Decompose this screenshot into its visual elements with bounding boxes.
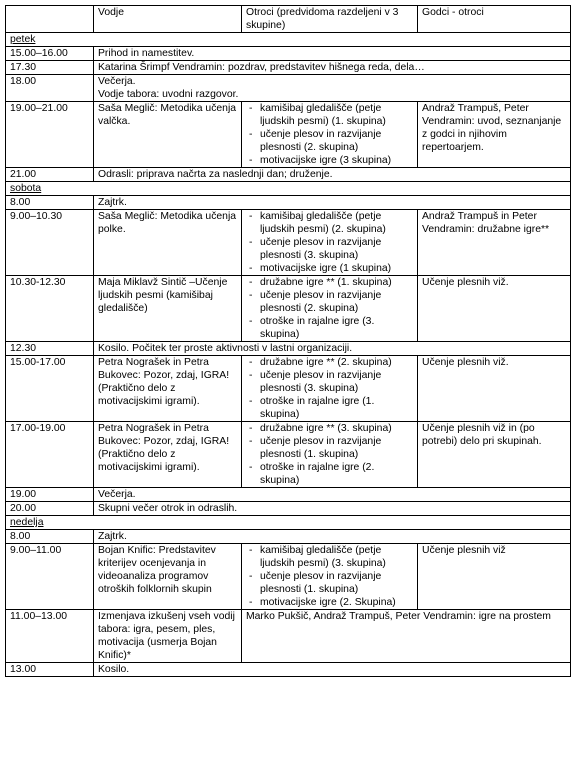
leader-cell: Saša Meglič: Metodika učenja polke.	[94, 210, 242, 276]
time-cell: 21.00	[6, 168, 94, 182]
activity-item: - družabne igre ** (3. skupina)	[246, 422, 413, 435]
time-cell: 8.00	[6, 196, 94, 210]
day-row	[6, 33, 571, 47]
time-cell: 19.00–21.00	[6, 102, 94, 168]
schedule-row	[6, 342, 571, 356]
schedule-row	[6, 663, 571, 677]
event-text: Kosilo. Počitek ter proste aktivnosti v lastni organizaciji.	[98, 343, 353, 354]
time-cell: 17.30	[6, 61, 94, 75]
musicians-cell: Učenje plesnih viž in (po potrebi) delo pri skupinah.	[418, 422, 571, 488]
schedule-row	[6, 47, 571, 61]
musicians-cell: Andraž Trampuš, Peter Vendramin: uvod, seznanjanje z godci in njihovim repertoarjem.	[418, 102, 571, 168]
time-cell: 19.00	[6, 488, 94, 502]
event-text: Odrasli: priprava načrta za naslednji dan; druženje.	[98, 169, 333, 180]
time-cell: 18.00	[6, 75, 94, 102]
event-text-secondary: Vodje tabora: uvodni razgovor.	[98, 89, 239, 100]
schedule-row	[6, 196, 571, 210]
schedule-row	[6, 422, 571, 488]
schedule-row	[6, 502, 571, 516]
time-cell: 9.00–11.00	[6, 544, 94, 610]
schedule-row	[6, 210, 571, 276]
activity-item: - motivacijske igre (1 skupina)	[246, 262, 413, 275]
time-cell: 8.00	[6, 530, 94, 544]
activity-item: - otroške in rajalne igre (3. skupina)	[246, 315, 413, 341]
leader-cell: Petra Nograšek in Petra Bukovec: Pozor, zdaj, IGRA! (Praktično delo z motivacijskimi igrami).	[94, 422, 242, 488]
activity-item: - motivacijske igre (2. Skupina)	[246, 596, 413, 609]
schedule-table	[5, 5, 571, 677]
schedule-row	[6, 488, 571, 502]
activity-item: - učenje plesov in razvijanje plesnosti (2. skupina)	[246, 289, 413, 315]
event-cell	[94, 342, 571, 356]
header-otroci: Otroci (predvidoma razdeljeni v 3 skupine)	[242, 6, 418, 33]
schedule-row	[6, 610, 571, 663]
schedule-row	[6, 544, 571, 610]
children-activities-cell	[242, 276, 418, 342]
header-vodje: Vodje	[94, 6, 242, 33]
children-activities-cell	[242, 544, 418, 610]
activity-list	[246, 276, 413, 341]
time-cell: 15.00–16.00	[6, 47, 94, 61]
activity-item: - učenje plesov in razvijanje plesnosti (3. skupina)	[246, 236, 413, 262]
activity-item: - učenje plesov in razvijanje plesnosti (1. skupina)	[246, 435, 413, 461]
event-cell	[94, 502, 571, 516]
time-cell: 17.00-19.00	[6, 422, 94, 488]
children-activities-cell	[242, 422, 418, 488]
activity-list	[246, 210, 413, 275]
event-cell	[94, 663, 571, 677]
schedule-row	[6, 276, 571, 342]
activity-item: - kamišibaj gledališče (petje ljudskih pesmi) (3. skupina)	[246, 544, 413, 570]
time-cell: 13.00	[6, 663, 94, 677]
time-cell: 9.00–10.30	[6, 210, 94, 276]
event-cell	[94, 530, 571, 544]
day-row	[6, 516, 571, 530]
header-time	[6, 6, 94, 33]
event-cell	[94, 168, 571, 182]
event-cell	[94, 75, 571, 102]
event-text: Večerja.	[98, 489, 136, 500]
activity-list	[246, 102, 413, 167]
activity-item: - družabne igre ** (2. skupina)	[246, 356, 413, 369]
musicians-cell: Učenje plesnih viž	[418, 544, 571, 610]
activity-item: - kamišibaj gledališče (petje ljudskih pesmi) (1. skupina)	[246, 102, 413, 128]
children-activities-cell	[242, 210, 418, 276]
activity-item: - kamišibaj gledališče (petje ljudskih pesmi) (2. skupina)	[246, 210, 413, 236]
leader-cell: Saša Meglič: Metodika učenja valčka.	[94, 102, 242, 168]
activity-item: - motivacijske igre (3 skupina)	[246, 154, 413, 167]
event-text: Prihod in namestitev.	[98, 48, 195, 59]
merged-activity-cell: Marko Pukšič, Andraž Trampuš, Peter Vendramin: igre na prostem	[242, 610, 571, 663]
leader-cell: Izmenjava izkušenj vseh vodij tabora: igra, pesem, ples, motivacija (usmerja Bojan Knific)*	[94, 610, 242, 663]
leader-cell: Petra Nograšek in Petra Bukovec: Pozor, zdaj, IGRA! (Praktično delo z motivacijskimi igrami).	[94, 356, 242, 422]
event-cell	[94, 61, 571, 75]
activity-item: - učenje plesov in razvijanje plesnosti (1. skupina)	[246, 570, 413, 596]
day-label: petek	[6, 33, 571, 47]
event-text: Zajtrk.	[98, 531, 127, 542]
time-cell: 10.30-12.30	[6, 276, 94, 342]
activity-item: - otroške in rajalne igre (2. skupina)	[246, 461, 413, 487]
header-godci: Godci - otroci	[418, 6, 571, 33]
musicians-cell: Andraž Trampuš in Peter Vendramin: družabne igre**	[418, 210, 571, 276]
activity-item: - učenje plesov in razvijanje plesnosti (2. skupina)	[246, 128, 413, 154]
activity-item: - družabne igre ** (1. skupina)	[246, 276, 413, 289]
activity-list	[246, 544, 413, 609]
event-cell	[94, 47, 571, 61]
event-text: Katarina Šrimpf Vendramin: pozdrav, predstavitev hišnega reda, dela…	[98, 62, 425, 73]
day-label: nedelja	[6, 516, 571, 530]
time-cell: 15.00-17.00	[6, 356, 94, 422]
event-text: Večerja.	[98, 76, 136, 87]
activity-list	[246, 422, 413, 487]
event-cell	[94, 488, 571, 502]
leader-cell: Bojan Knific: Predstavitev kriterijev ocenjevanja in videoanaliza programov otroških folklornih skupin	[94, 544, 242, 610]
musicians-cell: Učenje plesnih viž.	[418, 276, 571, 342]
schedule-row	[6, 356, 571, 422]
schedule-row	[6, 168, 571, 182]
schedule-row	[6, 530, 571, 544]
time-cell: 12.30	[6, 342, 94, 356]
event-text: Skupni večer otrok in odraslih.	[98, 503, 238, 514]
activity-list	[246, 356, 413, 421]
time-cell: 11.00–13.00	[6, 610, 94, 663]
time-cell: 20.00	[6, 502, 94, 516]
event-text: Kosilo.	[98, 664, 130, 675]
schedule-row	[6, 102, 571, 168]
schedule-body	[6, 33, 571, 677]
header-row	[6, 6, 571, 33]
activity-item: - učenje plesov in razvijanje plesnosti (3. skupina)	[246, 369, 413, 395]
schedule-row	[6, 75, 571, 102]
day-row	[6, 182, 571, 196]
schedule-row	[6, 61, 571, 75]
children-activities-cell	[242, 356, 418, 422]
event-text: Zajtrk.	[98, 197, 127, 208]
activity-item: - otroške in rajalne igre (1. skupina)	[246, 395, 413, 421]
musicians-cell: Učenje plesnih viž.	[418, 356, 571, 422]
day-label: sobota	[6, 182, 571, 196]
leader-cell: Maja Miklavž Sintič –Učenje ljudskih pesmi (kamišibaj gledališče)	[94, 276, 242, 342]
children-activities-cell	[242, 102, 418, 168]
event-cell	[94, 196, 571, 210]
